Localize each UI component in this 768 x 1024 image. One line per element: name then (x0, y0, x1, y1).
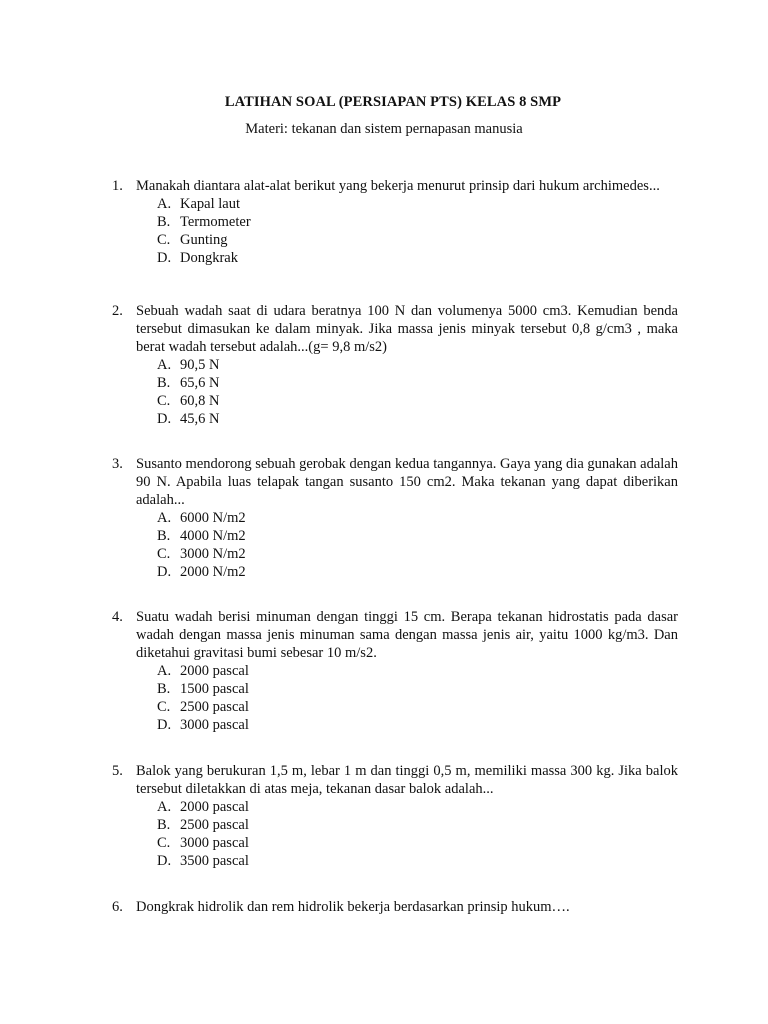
option-letter: D. (157, 853, 172, 869)
option-letter: D. (157, 564, 172, 580)
answer-option-d (157, 249, 678, 267)
answer-option-c (157, 834, 678, 852)
answer-option-a (157, 509, 678, 527)
option-text: 1500 pascal (180, 681, 249, 697)
option-letter: B. (157, 214, 171, 230)
question-number: 4. (112, 609, 123, 625)
option-text: 6000 N/m2 (180, 510, 246, 526)
option-text: 60,8 N (180, 393, 220, 409)
answer-option-d (157, 563, 678, 581)
answer-option-a (157, 356, 678, 374)
question-5 (112, 762, 678, 870)
answer-option-b (157, 213, 678, 231)
option-text: 3000 pascal (180, 835, 249, 851)
option-letter: C. (157, 393, 171, 409)
page-subtitle: Materi: tekanan dan sistem pernapasan manusia (245, 121, 523, 137)
question-3 (112, 455, 678, 581)
option-text: 65,6 N (180, 375, 220, 391)
answer-option-b (157, 527, 678, 545)
option-text: 2000 pascal (180, 663, 249, 679)
answer-option-a (157, 195, 678, 213)
question-2 (112, 302, 678, 428)
option-text: 2000 N/m2 (180, 564, 246, 580)
answer-option-d (157, 852, 678, 870)
answer-option-a (157, 662, 678, 680)
answer-option-b (157, 680, 678, 698)
answer-option-c (157, 392, 678, 410)
option-letter: A. (157, 663, 172, 679)
question-text: Suatu wadah berisi minuman dengan tinggi 15 cm. Berapa tekanan hidrostatis pada dasar wadah dengan massa jenis minuman sama dengan massa jenis air, yaitu 1000 kg/m3. Dan diketahui gravitasi bumi sebesar 10 m/s2. (136, 609, 678, 661)
option-letter: C. (157, 835, 171, 851)
option-text: 2000 pascal (180, 799, 249, 815)
option-text: 2500 pascal (180, 699, 249, 715)
question-text: Balok yang berukuran 1,5 m, lebar 1 m dan tinggi 0,5 m, memiliki massa 300 kg. Jika balok tersebut diletakkan di atas meja, tekanan dasar balok adalah... (136, 763, 678, 797)
answer-option-a (157, 798, 678, 816)
question-text: Manakah diantara alat-alat berikut yang bekerja menurut prinsip dari hukum archimedes... (136, 178, 660, 194)
answer-option-d (157, 716, 678, 734)
option-text: 3500 pascal (180, 853, 249, 869)
answer-option-b (157, 816, 678, 834)
option-letter: D. (157, 250, 172, 266)
question-6 (112, 898, 678, 916)
answer-options (157, 798, 678, 870)
option-text: 3000 N/m2 (180, 546, 246, 562)
answer-option-c (157, 698, 678, 716)
option-letter: C. (157, 699, 171, 715)
question-text: Sebuah wadah saat di udara beratnya 100 N dan volumenya 5000 cm3. Kemudian benda tersebut dimasukan ke dalam minyak. Jika massa jenis minyak tersebut 0,8 g/cm3 , maka berat wadah tersebut adalah...(g= 9,8 m/s2) (136, 303, 678, 355)
answer-option-c (157, 545, 678, 563)
option-letter: A. (157, 510, 172, 526)
page-title: LATIHAN SOAL (PERSIAPAN PTS) KELAS 8 SMP (224, 94, 562, 110)
option-letter: C. (157, 232, 171, 248)
option-text: 4000 N/m2 (180, 528, 246, 544)
question-number: 6. (112, 899, 123, 915)
option-text: Termometer (180, 214, 251, 230)
option-letter: D. (157, 411, 172, 427)
option-text: 2500 pascal (180, 817, 249, 833)
option-letter: B. (157, 375, 171, 391)
option-letter: C. (157, 546, 171, 562)
answer-option-c (157, 231, 678, 249)
option-letter: D. (157, 717, 172, 733)
answer-option-b (157, 374, 678, 392)
option-letter: A. (157, 196, 172, 212)
option-letter: B. (157, 817, 171, 833)
question-number: 3. (112, 456, 123, 472)
answer-options (157, 356, 678, 428)
option-letter: B. (157, 681, 171, 697)
question-4 (112, 608, 678, 734)
option-text: 90,5 N (180, 357, 220, 373)
option-text: 45,6 N (180, 411, 220, 427)
answer-options (157, 662, 678, 734)
option-letter: A. (157, 357, 172, 373)
answer-options (157, 509, 678, 581)
question-number: 5. (112, 763, 123, 779)
question-number: 2. (112, 303, 123, 319)
option-text: 3000 pascal (180, 717, 249, 733)
option-letter: A. (157, 799, 172, 815)
question-text: Susanto mendorong sebuah gerobak dengan kedua tangannya. Gaya yang dia gunakan adalah 90 N. Apabila luas telapak tangan susanto 150 cm2. Maka tekanan yang dapat diberikan adalah... (136, 456, 678, 508)
answer-option-d (157, 410, 678, 428)
option-text: Gunting (180, 232, 228, 248)
question-number: 1. (112, 178, 123, 194)
option-letter: B. (157, 528, 171, 544)
option-text: Kapal laut (180, 196, 240, 212)
question-1 (112, 177, 678, 267)
question-text: Dongkrak hidrolik dan rem hidrolik bekerja berdasarkan prinsip hukum…. (136, 899, 570, 915)
answer-options (157, 195, 678, 267)
option-text: Dongkrak (180, 250, 238, 266)
